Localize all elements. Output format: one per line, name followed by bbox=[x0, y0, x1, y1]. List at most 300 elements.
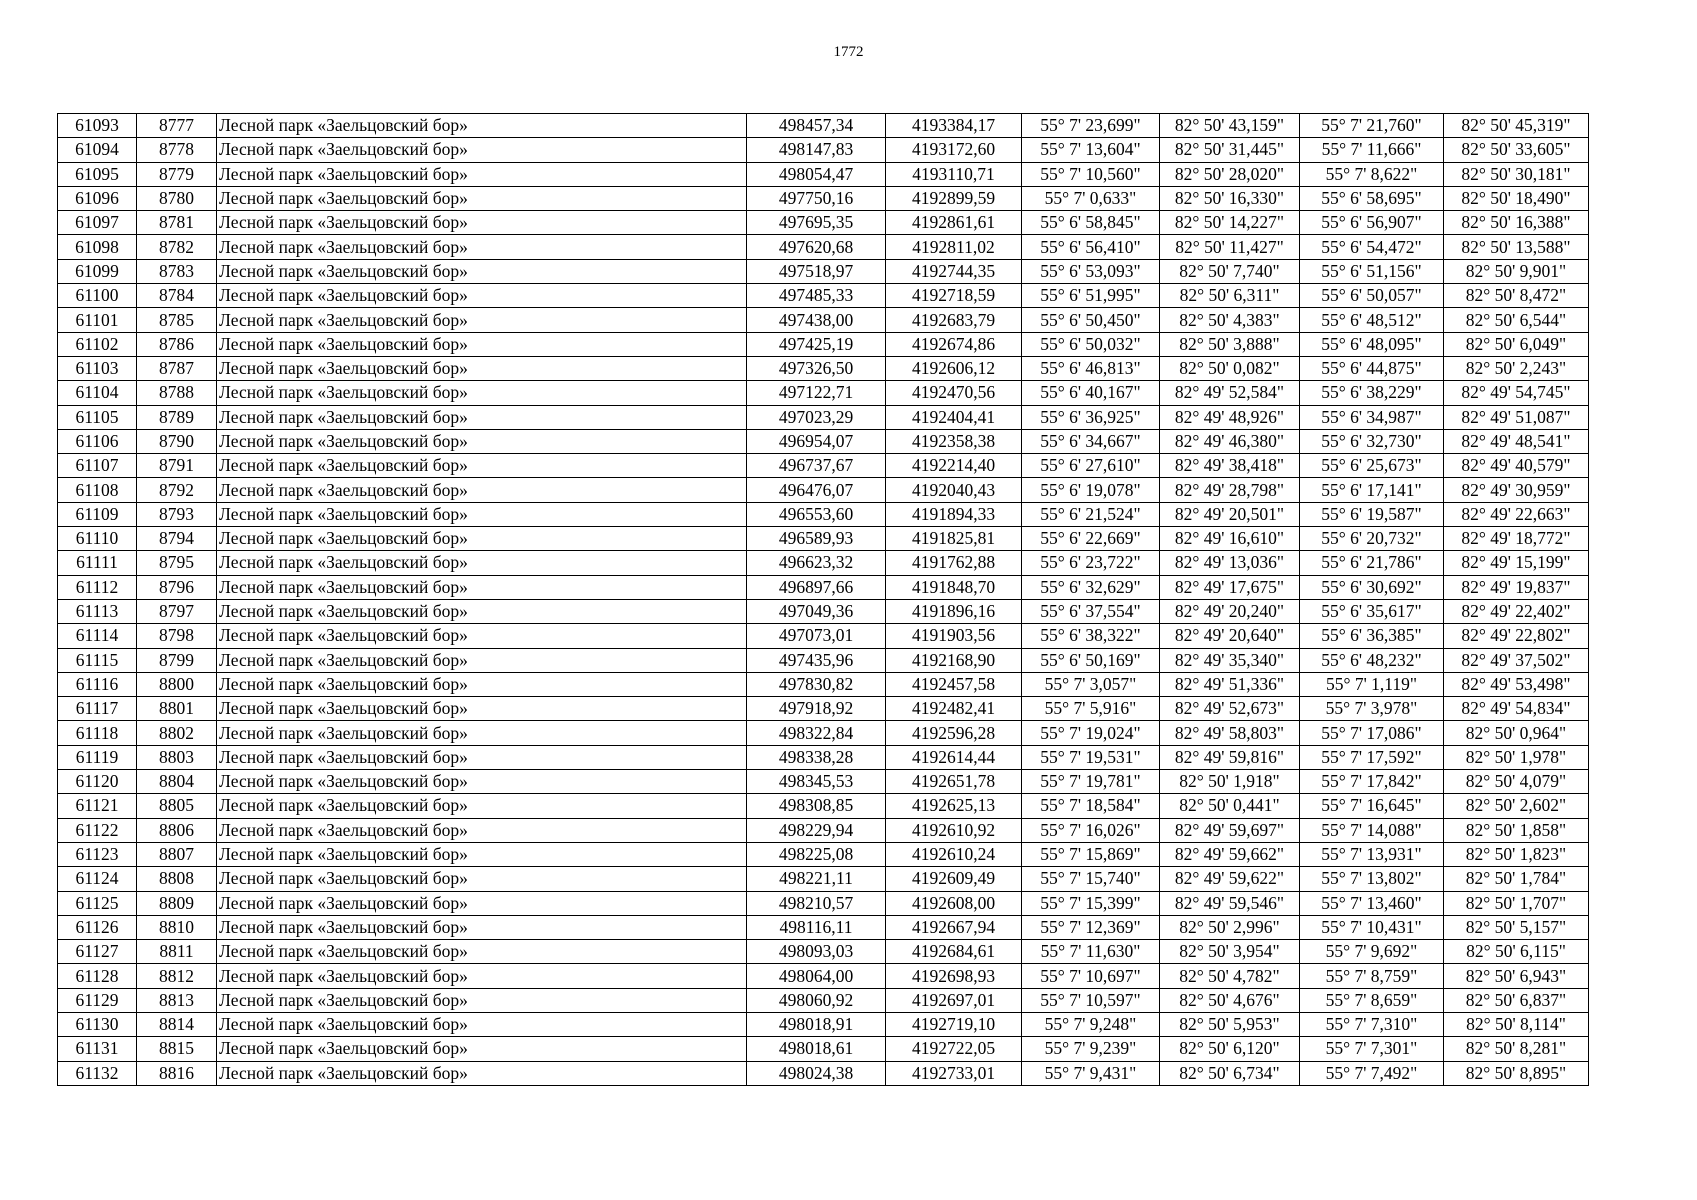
table-row bbox=[58, 794, 1589, 818]
cell-name: Лесной парк «Заельцовский бор» bbox=[217, 332, 747, 356]
table-row bbox=[58, 138, 1589, 162]
cell-lat-1: 55° 6' 53,093" bbox=[1022, 259, 1160, 283]
cell-point-id: 8798 bbox=[137, 624, 217, 648]
cell-number: 61104 bbox=[58, 381, 137, 405]
table-row bbox=[58, 624, 1589, 648]
cell-point-id: 8795 bbox=[137, 551, 217, 575]
cell-lon-1: 82° 49' 16,610" bbox=[1160, 527, 1300, 551]
cell-number: 61096 bbox=[58, 186, 137, 210]
cell-lat-1: 55° 7' 15,399" bbox=[1022, 891, 1160, 915]
cell-number: 61097 bbox=[58, 211, 137, 235]
cell-y: 4191903,56 bbox=[886, 624, 1022, 648]
cell-point-id: 8783 bbox=[137, 259, 217, 283]
cell-y: 4191848,70 bbox=[886, 575, 1022, 599]
page-number: 1772 bbox=[833, 44, 864, 60]
cell-lon-1: 82° 50' 43,159" bbox=[1160, 114, 1300, 138]
cell-lat-1: 55° 6' 50,169" bbox=[1022, 648, 1160, 672]
cell-name: Лесной парк «Заельцовский бор» bbox=[217, 405, 747, 429]
cell-lat-1: 55° 7' 18,584" bbox=[1022, 794, 1160, 818]
cell-lat-2: 55° 7' 17,086" bbox=[1300, 721, 1444, 745]
cell-lon-2: 82° 50' 30,181" bbox=[1444, 162, 1589, 186]
table-row bbox=[58, 940, 1589, 964]
cell-number: 61131 bbox=[58, 1037, 137, 1061]
cell-lon-2: 82° 50' 2,602" bbox=[1444, 794, 1589, 818]
cell-lat-1: 55° 6' 40,167" bbox=[1022, 381, 1160, 405]
table-row bbox=[58, 186, 1589, 210]
cell-name: Лесной парк «Заельцовский бор» bbox=[217, 1061, 747, 1085]
cell-x: 498221,11 bbox=[747, 867, 886, 891]
cell-lat-2: 55° 6' 25,673" bbox=[1300, 454, 1444, 478]
cell-point-id: 8804 bbox=[137, 770, 217, 794]
cell-name: Лесной парк «Заельцовский бор» bbox=[217, 721, 747, 745]
cell-y: 4192719,10 bbox=[886, 1012, 1022, 1036]
cell-lon-2: 82° 50' 1,978" bbox=[1444, 745, 1589, 769]
cell-point-id: 8794 bbox=[137, 527, 217, 551]
cell-lat-2: 55° 7' 10,431" bbox=[1300, 915, 1444, 939]
cell-x: 497425,19 bbox=[747, 332, 886, 356]
table-row bbox=[58, 235, 1589, 259]
cell-lat-1: 55° 6' 46,813" bbox=[1022, 356, 1160, 380]
cell-lat-1: 55° 7' 3,057" bbox=[1022, 672, 1160, 696]
cell-number: 61106 bbox=[58, 429, 137, 453]
cell-y: 4192651,78 bbox=[886, 770, 1022, 794]
table-row bbox=[58, 1012, 1589, 1036]
cell-number: 61107 bbox=[58, 454, 137, 478]
cell-lon-2: 82° 50' 6,943" bbox=[1444, 964, 1589, 988]
cell-lat-1: 55° 7' 10,560" bbox=[1022, 162, 1160, 186]
cell-lat-2: 55° 7' 8,659" bbox=[1300, 988, 1444, 1012]
table-row bbox=[58, 405, 1589, 429]
cell-lat-1: 55° 7' 12,369" bbox=[1022, 915, 1160, 939]
cell-y: 4192625,13 bbox=[886, 794, 1022, 818]
cell-lon-1: 82° 50' 6,734" bbox=[1160, 1061, 1300, 1085]
cell-lon-2: 82° 50' 4,079" bbox=[1444, 770, 1589, 794]
cell-y: 4192861,61 bbox=[886, 211, 1022, 235]
cell-name: Лесной парк «Заельцовский бор» bbox=[217, 478, 747, 502]
cell-lat-2: 55° 6' 56,907" bbox=[1300, 211, 1444, 235]
cell-number: 61132 bbox=[58, 1061, 137, 1085]
cell-x: 498147,83 bbox=[747, 138, 886, 162]
cell-point-id: 8814 bbox=[137, 1012, 217, 1036]
cell-x: 498093,03 bbox=[747, 940, 886, 964]
cell-lon-2: 82° 50' 8,895" bbox=[1444, 1061, 1589, 1085]
cell-y: 4192596,28 bbox=[886, 721, 1022, 745]
cell-lon-1: 82° 49' 13,036" bbox=[1160, 551, 1300, 575]
cell-lat-2: 55° 6' 19,587" bbox=[1300, 502, 1444, 526]
cell-lon-1: 82° 49' 59,662" bbox=[1160, 842, 1300, 866]
cell-lat-1: 55° 7' 23,699" bbox=[1022, 114, 1160, 138]
cell-lat-2: 55° 6' 58,695" bbox=[1300, 186, 1444, 210]
cell-y: 4192667,94 bbox=[886, 915, 1022, 939]
cell-lon-2: 82° 50' 6,049" bbox=[1444, 332, 1589, 356]
cell-x: 498308,85 bbox=[747, 794, 886, 818]
cell-lon-1: 82° 49' 59,622" bbox=[1160, 867, 1300, 891]
cell-lon-1: 82° 50' 7,740" bbox=[1160, 259, 1300, 283]
table-row bbox=[58, 891, 1589, 915]
cell-point-id: 8802 bbox=[137, 721, 217, 745]
cell-lon-2: 82° 49' 22,402" bbox=[1444, 599, 1589, 623]
cell-y: 4192614,44 bbox=[886, 745, 1022, 769]
cell-lon-1: 82° 49' 46,380" bbox=[1160, 429, 1300, 453]
cell-y: 4192899,59 bbox=[886, 186, 1022, 210]
table-row bbox=[58, 308, 1589, 332]
cell-point-id: 8781 bbox=[137, 211, 217, 235]
cell-point-id: 8788 bbox=[137, 381, 217, 405]
cell-lon-1: 82° 50' 4,383" bbox=[1160, 308, 1300, 332]
table-row bbox=[58, 284, 1589, 308]
cell-x: 498225,08 bbox=[747, 842, 886, 866]
cell-name: Лесной парк «Заельцовский бор» bbox=[217, 867, 747, 891]
cell-name: Лесной парк «Заельцовский бор» bbox=[217, 794, 747, 818]
cell-lat-2: 55° 6' 32,730" bbox=[1300, 429, 1444, 453]
cell-lon-1: 82° 50' 0,441" bbox=[1160, 794, 1300, 818]
cell-lon-2: 82° 50' 18,490" bbox=[1444, 186, 1589, 210]
cell-lat-2: 55° 7' 14,088" bbox=[1300, 818, 1444, 842]
cell-lat-1: 55° 7' 19,024" bbox=[1022, 721, 1160, 745]
cell-y: 4192606,12 bbox=[886, 356, 1022, 380]
cell-lat-2: 55° 7' 8,622" bbox=[1300, 162, 1444, 186]
cell-y: 4192698,93 bbox=[886, 964, 1022, 988]
cell-name: Лесной парк «Заельцовский бор» bbox=[217, 1012, 747, 1036]
cell-name: Лесной парк «Заельцовский бор» bbox=[217, 186, 747, 210]
table-row bbox=[58, 429, 1589, 453]
cell-lat-2: 55° 7' 7,310" bbox=[1300, 1012, 1444, 1036]
table-row bbox=[58, 1061, 1589, 1085]
cell-lat-2: 55° 7' 9,692" bbox=[1300, 940, 1444, 964]
cell-lon-2: 82° 50' 1,784" bbox=[1444, 867, 1589, 891]
cell-lat-1: 55° 7' 9,431" bbox=[1022, 1061, 1160, 1085]
cell-point-id: 8777 bbox=[137, 114, 217, 138]
cell-point-id: 8778 bbox=[137, 138, 217, 162]
cell-name: Лесной парк «Заельцовский бор» bbox=[217, 770, 747, 794]
cell-lat-2: 55° 6' 51,156" bbox=[1300, 259, 1444, 283]
cell-y: 4192609,49 bbox=[886, 867, 1022, 891]
cell-y: 4191762,88 bbox=[886, 551, 1022, 575]
cell-point-id: 8797 bbox=[137, 599, 217, 623]
table-row bbox=[58, 381, 1589, 405]
cell-lon-1: 82° 50' 16,330" bbox=[1160, 186, 1300, 210]
cell-lon-2: 82° 49' 48,541" bbox=[1444, 429, 1589, 453]
cell-point-id: 8807 bbox=[137, 842, 217, 866]
cell-name: Лесной парк «Заельцовский бор» bbox=[217, 940, 747, 964]
cell-lon-2: 82° 49' 53,498" bbox=[1444, 672, 1589, 696]
cell-number: 61116 bbox=[58, 672, 137, 696]
cell-lat-2: 55° 7' 21,760" bbox=[1300, 114, 1444, 138]
coordinates-table bbox=[57, 113, 1589, 1086]
cell-x: 497435,96 bbox=[747, 648, 886, 672]
cell-lat-2: 55° 6' 44,875" bbox=[1300, 356, 1444, 380]
cell-lon-1: 82° 49' 52,673" bbox=[1160, 697, 1300, 721]
cell-point-id: 8784 bbox=[137, 284, 217, 308]
cell-name: Лесной парк «Заельцовский бор» bbox=[217, 672, 747, 696]
cell-name: Лесной парк «Заельцовский бор» bbox=[217, 964, 747, 988]
cell-lon-1: 82° 50' 2,996" bbox=[1160, 915, 1300, 939]
cell-lon-2: 82° 50' 5,157" bbox=[1444, 915, 1589, 939]
cell-lat-2: 55° 7' 8,759" bbox=[1300, 964, 1444, 988]
cell-point-id: 8782 bbox=[137, 235, 217, 259]
cell-point-id: 8811 bbox=[137, 940, 217, 964]
cell-lat-2: 55° 6' 48,512" bbox=[1300, 308, 1444, 332]
cell-lon-1: 82° 50' 31,445" bbox=[1160, 138, 1300, 162]
cell-lat-1: 55° 7' 10,597" bbox=[1022, 988, 1160, 1012]
table-row bbox=[58, 770, 1589, 794]
cell-x: 498024,38 bbox=[747, 1061, 886, 1085]
cell-lat-1: 55° 6' 22,669" bbox=[1022, 527, 1160, 551]
cell-lat-1: 55° 6' 23,722" bbox=[1022, 551, 1160, 575]
cell-lon-2: 82° 49' 15,199" bbox=[1444, 551, 1589, 575]
cell-point-id: 8808 bbox=[137, 867, 217, 891]
cell-y: 4192482,41 bbox=[886, 697, 1022, 721]
cell-number: 61101 bbox=[58, 308, 137, 332]
cell-y: 4192040,43 bbox=[886, 478, 1022, 502]
cell-x: 497518,97 bbox=[747, 259, 886, 283]
cell-point-id: 8810 bbox=[137, 915, 217, 939]
cell-point-id: 8803 bbox=[137, 745, 217, 769]
cell-number: 61118 bbox=[58, 721, 137, 745]
cell-name: Лесной парк «Заельцовский бор» bbox=[217, 1037, 747, 1061]
cell-point-id: 8787 bbox=[137, 356, 217, 380]
cell-point-id: 8796 bbox=[137, 575, 217, 599]
cell-y: 4192722,05 bbox=[886, 1037, 1022, 1061]
cell-y: 4191825,81 bbox=[886, 527, 1022, 551]
cell-name: Лесной парк «Заельцовский бор» bbox=[217, 599, 747, 623]
cell-lon-2: 82° 50' 8,281" bbox=[1444, 1037, 1589, 1061]
cell-lat-1: 55° 7' 9,239" bbox=[1022, 1037, 1160, 1061]
cell-number: 61123 bbox=[58, 842, 137, 866]
cell-x: 496476,07 bbox=[747, 478, 886, 502]
cell-y: 4192358,38 bbox=[886, 429, 1022, 453]
cell-lon-2: 82° 50' 9,901" bbox=[1444, 259, 1589, 283]
cell-lat-2: 55° 6' 48,232" bbox=[1300, 648, 1444, 672]
cell-lat-1: 55° 7' 5,916" bbox=[1022, 697, 1160, 721]
cell-y: 4193110,71 bbox=[886, 162, 1022, 186]
table-row bbox=[58, 721, 1589, 745]
cell-number: 61120 bbox=[58, 770, 137, 794]
cell-lon-1: 82° 49' 59,546" bbox=[1160, 891, 1300, 915]
table-row bbox=[58, 478, 1589, 502]
cell-number: 61102 bbox=[58, 332, 137, 356]
cell-lon-2: 82° 49' 18,772" bbox=[1444, 527, 1589, 551]
cell-lon-1: 82° 49' 20,640" bbox=[1160, 624, 1300, 648]
table-row bbox=[58, 259, 1589, 283]
cell-x: 498064,00 bbox=[747, 964, 886, 988]
cell-lon-2: 82° 49' 37,502" bbox=[1444, 648, 1589, 672]
cell-lon-1: 82° 50' 4,782" bbox=[1160, 964, 1300, 988]
cell-x: 496897,66 bbox=[747, 575, 886, 599]
cell-lon-1: 82° 49' 17,675" bbox=[1160, 575, 1300, 599]
cell-point-id: 8793 bbox=[137, 502, 217, 526]
cell-x: 498054,47 bbox=[747, 162, 886, 186]
cell-x: 496954,07 bbox=[747, 429, 886, 453]
cell-number: 61099 bbox=[58, 259, 137, 283]
cell-lon-2: 82° 50' 16,388" bbox=[1444, 211, 1589, 235]
cell-lon-1: 82° 49' 35,340" bbox=[1160, 648, 1300, 672]
cell-lat-2: 55° 6' 35,617" bbox=[1300, 599, 1444, 623]
cell-lon-2: 82° 50' 1,858" bbox=[1444, 818, 1589, 842]
cell-lat-2: 55° 7' 13,931" bbox=[1300, 842, 1444, 866]
cell-lat-1: 55° 6' 37,554" bbox=[1022, 599, 1160, 623]
cell-point-id: 8815 bbox=[137, 1037, 217, 1061]
cell-lat-1: 55° 6' 32,629" bbox=[1022, 575, 1160, 599]
table-row bbox=[58, 575, 1589, 599]
cell-lon-1: 82° 49' 52,584" bbox=[1160, 381, 1300, 405]
cell-name: Лесной парк «Заельцовский бор» bbox=[217, 502, 747, 526]
cell-number: 61114 bbox=[58, 624, 137, 648]
cell-lon-1: 82° 50' 5,953" bbox=[1160, 1012, 1300, 1036]
cell-number: 61117 bbox=[58, 697, 137, 721]
cell-y: 4192811,02 bbox=[886, 235, 1022, 259]
table-row bbox=[58, 697, 1589, 721]
cell-lat-2: 55° 7' 11,666" bbox=[1300, 138, 1444, 162]
cell-lon-2: 82° 50' 6,837" bbox=[1444, 988, 1589, 1012]
cell-lon-1: 82° 50' 1,918" bbox=[1160, 770, 1300, 794]
table-body bbox=[58, 114, 1589, 1086]
cell-name: Лесной парк «Заельцовский бор» bbox=[217, 527, 747, 551]
cell-y: 4192404,41 bbox=[886, 405, 1022, 429]
cell-lon-1: 82° 49' 51,336" bbox=[1160, 672, 1300, 696]
cell-lat-2: 55° 6' 38,229" bbox=[1300, 381, 1444, 405]
cell-lon-2: 82° 50' 2,243" bbox=[1444, 356, 1589, 380]
cell-lat-2: 55° 6' 54,472" bbox=[1300, 235, 1444, 259]
cell-x: 497830,82 bbox=[747, 672, 886, 696]
cell-lon-2: 82° 49' 19,837" bbox=[1444, 575, 1589, 599]
cell-x: 497122,71 bbox=[747, 381, 886, 405]
cell-lat-1: 55° 7' 11,630" bbox=[1022, 940, 1160, 964]
table-row bbox=[58, 211, 1589, 235]
cell-name: Лесной парк «Заельцовский бор» bbox=[217, 915, 747, 939]
cell-number: 61130 bbox=[58, 1012, 137, 1036]
cell-lat-2: 55° 7' 1,119" bbox=[1300, 672, 1444, 696]
cell-lat-2: 55° 7' 13,802" bbox=[1300, 867, 1444, 891]
cell-lat-1: 55° 6' 36,925" bbox=[1022, 405, 1160, 429]
cell-number: 61119 bbox=[58, 745, 137, 769]
cell-point-id: 8785 bbox=[137, 308, 217, 332]
cell-lat-1: 55° 6' 58,845" bbox=[1022, 211, 1160, 235]
cell-lat-2: 55° 7' 7,492" bbox=[1300, 1061, 1444, 1085]
cell-number: 61124 bbox=[58, 867, 137, 891]
cell-x: 498345,53 bbox=[747, 770, 886, 794]
cell-name: Лесной парк «Заельцовский бор» bbox=[217, 551, 747, 575]
cell-name: Лесной парк «Заельцовский бор» bbox=[217, 575, 747, 599]
cell-number: 61121 bbox=[58, 794, 137, 818]
cell-y: 4192610,24 bbox=[886, 842, 1022, 866]
cell-name: Лесной парк «Заельцовский бор» bbox=[217, 114, 747, 138]
cell-x: 498210,57 bbox=[747, 891, 886, 915]
cell-y: 4192608,00 bbox=[886, 891, 1022, 915]
cell-lon-1: 82° 49' 59,816" bbox=[1160, 745, 1300, 769]
cell-number: 61122 bbox=[58, 818, 137, 842]
cell-lon-2: 82° 50' 6,544" bbox=[1444, 308, 1589, 332]
table-row bbox=[58, 988, 1589, 1012]
cell-lat-2: 55° 6' 48,095" bbox=[1300, 332, 1444, 356]
cell-x: 497695,35 bbox=[747, 211, 886, 235]
cell-y: 4192457,58 bbox=[886, 672, 1022, 696]
table-row bbox=[58, 915, 1589, 939]
cell-x: 496553,60 bbox=[747, 502, 886, 526]
cell-number: 61129 bbox=[58, 988, 137, 1012]
cell-name: Лесной парк «Заельцовский бор» bbox=[217, 381, 747, 405]
cell-lon-1: 82° 49' 20,501" bbox=[1160, 502, 1300, 526]
cell-lon-2: 82° 49' 22,663" bbox=[1444, 502, 1589, 526]
cell-lat-1: 55° 6' 38,322" bbox=[1022, 624, 1160, 648]
cell-y: 4192168,90 bbox=[886, 648, 1022, 672]
cell-name: Лесной парк «Заельцовский бор» bbox=[217, 818, 747, 842]
cell-y: 4192744,35 bbox=[886, 259, 1022, 283]
cell-lat-2: 55° 7' 13,460" bbox=[1300, 891, 1444, 915]
cell-lat-2: 55° 6' 30,692" bbox=[1300, 575, 1444, 599]
cell-name: Лесной парк «Заельцовский бор» bbox=[217, 648, 747, 672]
cell-x: 497620,68 bbox=[747, 235, 886, 259]
cell-x: 498116,11 bbox=[747, 915, 886, 939]
cell-point-id: 8809 bbox=[137, 891, 217, 915]
cell-name: Лесной парк «Заельцовский бор» bbox=[217, 745, 747, 769]
table-row bbox=[58, 527, 1589, 551]
cell-lon-1: 82° 49' 48,926" bbox=[1160, 405, 1300, 429]
cell-number: 61126 bbox=[58, 915, 137, 939]
cell-x: 497326,50 bbox=[747, 356, 886, 380]
cell-lon-2: 82° 50' 0,964" bbox=[1444, 721, 1589, 745]
cell-name: Лесной парк «Заельцовский бор» bbox=[217, 697, 747, 721]
cell-x: 497438,00 bbox=[747, 308, 886, 332]
table-row bbox=[58, 867, 1589, 891]
cell-point-id: 8780 bbox=[137, 186, 217, 210]
cell-point-id: 8792 bbox=[137, 478, 217, 502]
cell-x: 498018,61 bbox=[747, 1037, 886, 1061]
table-row bbox=[58, 745, 1589, 769]
cell-x: 496737,67 bbox=[747, 454, 886, 478]
cell-point-id: 8779 bbox=[137, 162, 217, 186]
cell-x: 496623,32 bbox=[747, 551, 886, 575]
cell-point-id: 8800 bbox=[137, 672, 217, 696]
cell-number: 61095 bbox=[58, 162, 137, 186]
cell-number: 61098 bbox=[58, 235, 137, 259]
cell-lat-2: 55° 7' 17,592" bbox=[1300, 745, 1444, 769]
cell-lon-2: 82° 50' 45,319" bbox=[1444, 114, 1589, 138]
table-row bbox=[58, 648, 1589, 672]
cell-point-id: 8791 bbox=[137, 454, 217, 478]
cell-lon-2: 82° 49' 40,579" bbox=[1444, 454, 1589, 478]
cell-lat-1: 55° 7' 13,604" bbox=[1022, 138, 1160, 162]
table-row bbox=[58, 114, 1589, 138]
cell-lon-1: 82° 50' 14,227" bbox=[1160, 211, 1300, 235]
cell-y: 4192683,79 bbox=[886, 308, 1022, 332]
cell-point-id: 8816 bbox=[137, 1061, 217, 1085]
cell-number: 61115 bbox=[58, 648, 137, 672]
cell-lon-2: 82° 50' 6,115" bbox=[1444, 940, 1589, 964]
cell-number: 61105 bbox=[58, 405, 137, 429]
cell-lat-1: 55° 7' 19,531" bbox=[1022, 745, 1160, 769]
cell-x: 498229,94 bbox=[747, 818, 886, 842]
cell-lat-2: 55° 7' 16,645" bbox=[1300, 794, 1444, 818]
cell-lat-2: 55° 6' 21,786" bbox=[1300, 551, 1444, 575]
cell-y: 4192674,86 bbox=[886, 332, 1022, 356]
cell-x: 498338,28 bbox=[747, 745, 886, 769]
cell-lon-1: 82° 50' 11,427" bbox=[1160, 235, 1300, 259]
cell-lon-2: 82° 49' 30,959" bbox=[1444, 478, 1589, 502]
cell-point-id: 8790 bbox=[137, 429, 217, 453]
cell-lat-1: 55° 6' 21,524" bbox=[1022, 502, 1160, 526]
cell-lon-1: 82° 49' 59,697" bbox=[1160, 818, 1300, 842]
cell-lon-2: 82° 50' 33,605" bbox=[1444, 138, 1589, 162]
cell-lon-1: 82° 50' 3,888" bbox=[1160, 332, 1300, 356]
cell-y: 4192214,40 bbox=[886, 454, 1022, 478]
cell-lon-1: 82° 50' 28,020" bbox=[1160, 162, 1300, 186]
cell-lon-1: 82° 49' 28,798" bbox=[1160, 478, 1300, 502]
cell-number: 61128 bbox=[58, 964, 137, 988]
cell-lat-2: 55° 7' 17,842" bbox=[1300, 770, 1444, 794]
cell-name: Лесной парк «Заельцовский бор» bbox=[217, 454, 747, 478]
cell-point-id: 8812 bbox=[137, 964, 217, 988]
